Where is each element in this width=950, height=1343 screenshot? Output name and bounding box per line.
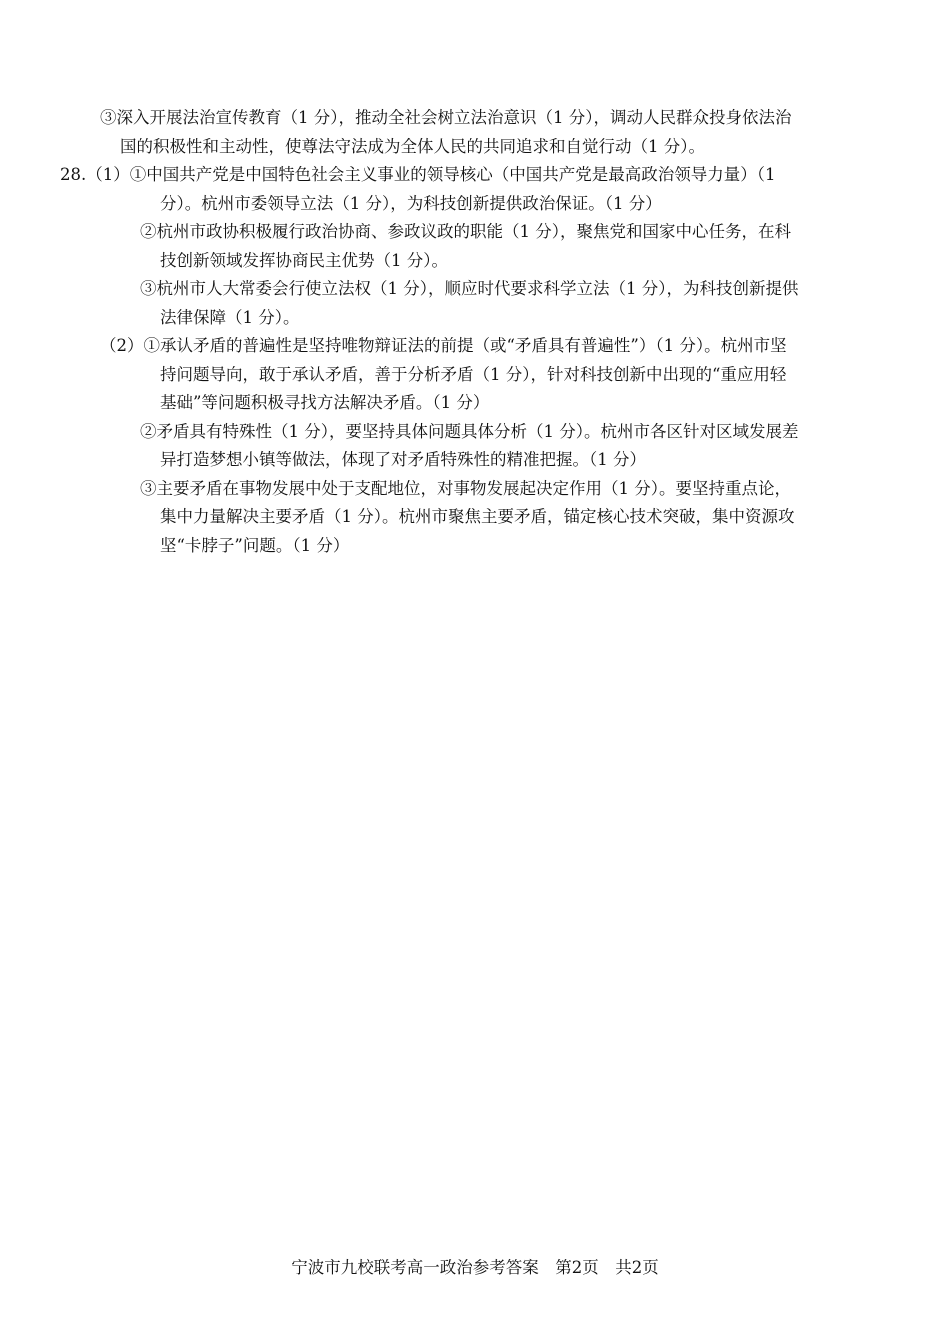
text-line: 坚“卡脖子”问题。（1 分）	[160, 535, 350, 555]
section-28-part-1	[60, 161, 892, 332]
section-27-item-3	[60, 104, 892, 161]
text-line: （2）①承认矛盾的普遍性是坚持唯物辩证法的前提（或“矛盾具有普遍性”）（1 分）。杭州市坚	[100, 336, 787, 355]
text-line: ③主要矛盾在事物发展中处于支配地位，对事物发展起决定作用（1 分）。要坚持重点论，	[140, 478, 791, 498]
text-line: 28.（1）①中国共产党是中国特色社会主义事业的领导核心（中国共产党是最高政治领导力量）（1	[60, 165, 776, 184]
section-28-part-2-item-2	[60, 418, 892, 475]
text-line: 基础”等问题积极寻找方法解决矛盾。（1 分）	[160, 393, 490, 412]
text-line: 技创新领域发挥协商民主优势（1 分）。	[160, 250, 448, 270]
answer-content	[60, 104, 892, 560]
section-28-part-2	[60, 332, 892, 560]
text-line: 集中力量解决主要矛盾（1 分）。杭州市聚焦主要矛盾，锚定核心技术突破，集中资源攻	[160, 507, 795, 526]
section-28-part-2-item-1	[60, 332, 892, 418]
text-line: ②矛盾具有特殊性（1 分），要坚持具体问题具体分析（1 分）。杭州市各区针对区域发展差	[140, 421, 799, 441]
text-line: 异打造梦想小镇等做法，体现了对矛盾特殊性的精准把握。（1 分）	[160, 450, 646, 469]
text-line: 国的积极性和主动性，使尊法守法成为全体人民的共同追求和自觉行动（1 分）。	[120, 136, 705, 156]
page-footer: 宁波市九校联考高一政治参考答案 第2页 共2页	[291, 1258, 659, 1277]
section-28-part-1-item-3	[60, 275, 892, 332]
text-line: ②杭州市政协积极履行政治协商、参政议政的职能（1 分），聚焦党和国家中心任务，在科	[140, 222, 791, 241]
text-line: ③杭州市人大常委会行使立法权（1 分），顺应时代要求科学立法（1 分），为科技创新提供	[140, 279, 799, 298]
text-line: 法律保障（1 分）。	[160, 307, 300, 327]
section-28-part-2-item-3	[60, 475, 892, 561]
text-line: ③深入开展法治宣传教育（1 分），推动全社会树立法治意识（1 分），调动人民群众投身依法治	[100, 108, 792, 127]
section-28-part-1-item-2	[60, 218, 892, 275]
text-line: 分）。杭州市委领导立法（1 分），为科技创新提供政治保证。（1 分）	[160, 193, 662, 213]
text-line: 持问题导向，敢于承认矛盾，善于分析矛盾（1 分），针对科技创新中出现的“重应用轻	[160, 364, 787, 384]
section-28-part-1-item-1	[60, 161, 892, 218]
